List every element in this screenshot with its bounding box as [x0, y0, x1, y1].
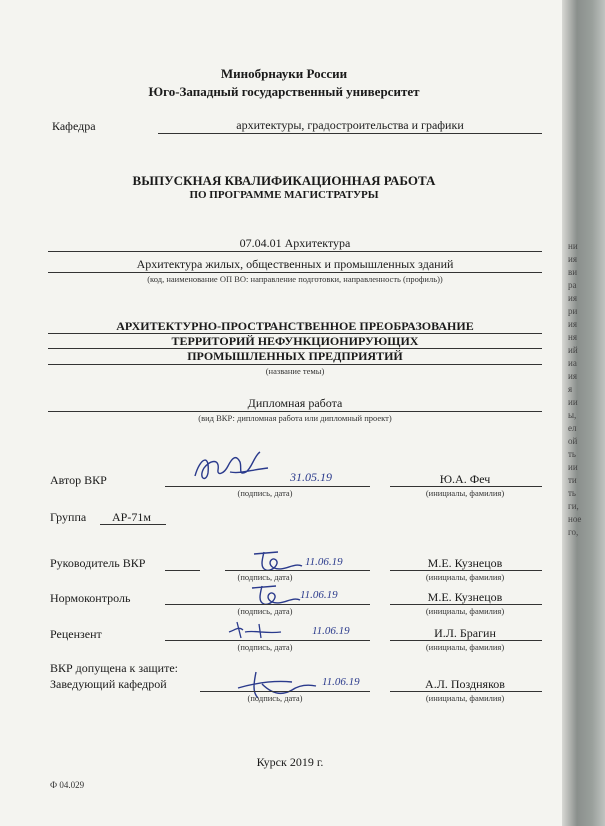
- fragment: ия: [568, 293, 577, 303]
- fragment: иа: [568, 358, 577, 368]
- fragment: ня: [568, 332, 577, 342]
- fragment: ий: [568, 345, 578, 355]
- supervisor-date: 11.06.19: [305, 556, 343, 568]
- head-sign-caption: (подпись, дата): [247, 693, 303, 703]
- supervisor-label-underline: [165, 570, 200, 571]
- topic-line3-underline: [48, 364, 542, 365]
- adjacent-page-fragments: [568, 240, 598, 539]
- normcontrol-name-underline: [390, 604, 542, 605]
- head-of-department-label: Заведующий кафедрой: [50, 677, 167, 691]
- university-title: Юго-Западный государственный университет: [148, 84, 420, 99]
- fragment: ви: [568, 267, 578, 277]
- fragment: ги,: [568, 501, 579, 511]
- topic-line3: ПРОМЫШЛЕННЫХ ПРЕДПРИЯТИЙ: [187, 349, 403, 363]
- fragment: ное: [568, 514, 582, 524]
- fragment: я: [568, 384, 573, 394]
- fragment: ы,: [568, 410, 577, 420]
- fragment: ри: [568, 306, 578, 316]
- fragment: ти: [568, 475, 577, 485]
- group-underline: [100, 524, 166, 525]
- fragment: ия: [568, 254, 577, 264]
- program-code: 07.04.01 Архитектура: [239, 236, 351, 250]
- place-year: Курск 2019 г.: [256, 755, 324, 769]
- supervisor-label: Руководитель ВКР: [50, 556, 146, 570]
- normcontrol-sign-underline: [165, 604, 370, 605]
- fragment: ни: [568, 241, 578, 251]
- author-signature: [190, 448, 280, 488]
- reviewer-date: 11.06.19: [312, 625, 350, 637]
- work-type-underline: [48, 411, 542, 412]
- program-caption: (код, наименование ОП ВО: направление подготовки, направленность (профиль)): [147, 274, 443, 284]
- fragment: ел: [568, 423, 577, 433]
- author-label: Автор ВКР: [50, 473, 107, 487]
- reviewer-name: И.Л. Брагин: [434, 626, 496, 640]
- reviewer-sign-caption: (подпись, дата): [237, 642, 293, 652]
- normcontrol-sign-caption: (подпись, дата): [237, 606, 293, 616]
- reviewer-signature: [225, 616, 285, 642]
- fragment: ия: [568, 319, 577, 329]
- group-label: Группа: [50, 510, 87, 524]
- ministry-title: Минобрнауки России: [220, 66, 348, 81]
- supervisor-sign-caption: (подпись, дата): [237, 572, 293, 582]
- supervisor-name-caption: (инициалы, фамилия): [425, 572, 505, 582]
- work-type-caption: (вид ВКР: дипломная работа или дипломный проект): [198, 413, 392, 423]
- topic-caption: (название темы): [265, 366, 325, 376]
- topic-line1: АРХИТЕКТУРНО-ПРОСТРАНСТВЕННОЕ ПРЕОБРАЗОВАНИЕ: [116, 319, 474, 333]
- normcontrol-name-caption: (инициалы, фамилия): [425, 606, 505, 616]
- supervisor-name-underline: [390, 570, 542, 571]
- topic-line2: ТЕРРИТОРИЙ НЕФУНКЦИОНИРУЮЩИХ: [171, 334, 419, 348]
- supervisor-sign-underline: [225, 570, 370, 571]
- group-value: АР-71м: [112, 510, 151, 524]
- fragment: ии: [568, 397, 578, 407]
- department-underline: [158, 133, 542, 134]
- fragment: ой: [568, 436, 578, 446]
- reviewer-sign-underline: [165, 640, 370, 641]
- department-label: Кафедра: [52, 119, 96, 133]
- fragment: ия: [568, 371, 577, 381]
- program-profile: Архитектура жилых, общественных и промышленных зданий: [136, 257, 454, 271]
- program-code-underline: [48, 251, 542, 252]
- fragment: го,: [568, 527, 579, 537]
- admission-label: ВКР допущена к защите:: [50, 661, 178, 675]
- supervisor-name: М.Е. Кузнецов: [427, 556, 503, 570]
- program-profile-underline: [48, 272, 542, 273]
- author-sign-caption: (подпись, дата): [237, 488, 293, 498]
- reviewer-label: Рецензент: [50, 627, 102, 641]
- author-name-caption: (инициалы, фамилия): [425, 488, 505, 498]
- fragment: ра: [568, 280, 577, 290]
- normcontrol-label: Нормоконтроль: [50, 591, 131, 605]
- department-value: архитектуры, градостроительства и графики: [236, 118, 464, 132]
- fragment: ии: [568, 462, 578, 472]
- doc-title-line2: ПО ПРОГРАММЕ МАГИСТРАТУРЫ: [189, 189, 379, 201]
- form-code: Ф 04.029: [50, 780, 85, 790]
- normcontrol-name: М.Е. Кузнецов: [427, 590, 503, 604]
- author-name-underline: [390, 486, 542, 487]
- author-sign-underline: [165, 486, 370, 487]
- reviewer-name-caption: (инициалы, фамилия): [425, 642, 505, 652]
- head-of-department-name: А.Л. Поздняков: [425, 677, 505, 691]
- work-type-value: Дипломная работа: [247, 396, 343, 410]
- normcontrol-date: 11.06.19: [300, 589, 338, 601]
- head-name-caption: (инициалы, фамилия): [425, 693, 505, 703]
- fragment: ть: [568, 488, 577, 498]
- author-date: 31.05.19: [290, 470, 332, 484]
- head-name-underline: [390, 691, 542, 692]
- head-sign-underline: [200, 691, 370, 692]
- head-of-department-date: 11.06.19: [322, 676, 360, 688]
- author-name: Ю.А. Феч: [439, 472, 491, 486]
- doc-title-line1: ВЫПУСКНАЯ КВАЛИФИКАЦИОННАЯ РАБОТА: [132, 173, 436, 188]
- reviewer-name-underline: [390, 640, 542, 641]
- fragment: ть: [568, 449, 577, 459]
